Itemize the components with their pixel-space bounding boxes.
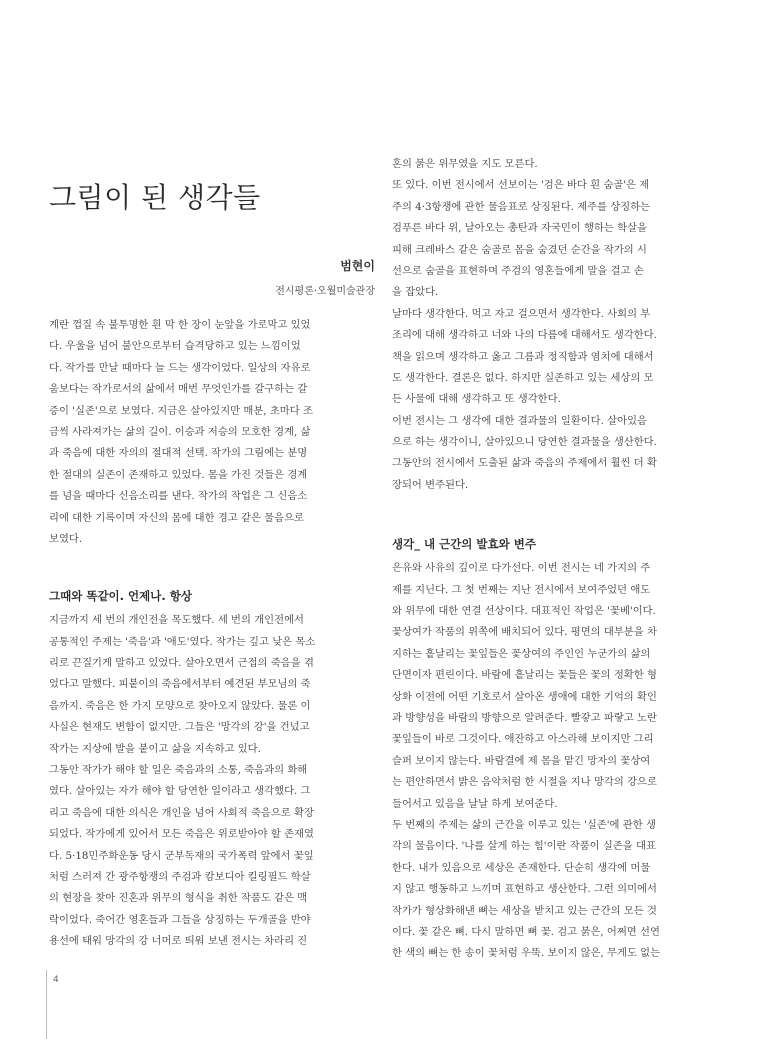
text-line: 계란 껍질 속 불투명한 흰 막 한 장이 눈앞을 가로막고 있었 — [49, 319, 311, 331]
text-line: 락이었다. 죽어간 영혼들과 그들을 상징하는 두개골을 반야 — [49, 913, 311, 926]
text-line: 꽃잎들이 바로 그것이다. 애잔하고 아스라해 보이지만 그리 — [392, 733, 654, 746]
text-line: 그동안 작가가 해야 할 일은 죽음과의 소통, 죽음과의 화해 — [49, 764, 308, 777]
text-line: 각의 물음이다. '나를 살게 하는 힘'이란 작품이 실존을 대표 — [392, 840, 656, 853]
author-role: 전시평론·오월미술관장 — [275, 286, 375, 297]
text-line: 든 사물에 대해 생각하고 또 생각한다. — [392, 393, 561, 406]
text-line: 검푸른 바다 위, 날아오는 총탄과 자국민이 행하는 학살을 — [392, 222, 647, 235]
text-line: 또 있다. 이번 전시에서 선보이는 '검은 바다 흰 숨골'은 제 — [392, 179, 650, 192]
text-line: 이번 전시는 그 생각에 대한 결과물의 일환이다. 살아있음 — [392, 414, 647, 427]
text-line: 과 죽음에 대한 자의의 절대적 선택. 작가의 그림에는 분명 — [49, 447, 308, 460]
text-line: 다. 작가를 만날 때마다 늘 드는 생각이었다. 일상의 자유로 — [49, 361, 311, 374]
text-line: 다. 우울을 넘어 불안으로부터 습격당하고 있는 느낌이었 — [49, 340, 301, 353]
text-line: 한 색의 뼈는 한 송이 꽃처럼 우뚝. 보이지 않은, 무게도 없는 — [392, 947, 661, 960]
text-line: 장되어 변주된다. — [392, 478, 469, 491]
text-line: 그동안의 전시에서 도출된 삶과 죽음의 주제에서 훨씬 더 확 — [392, 457, 657, 470]
text-line: 작가가 형상화해낸 뼈는 세상을 받치고 있는 근간의 모든 것 — [392, 904, 657, 917]
text-line: 되었다. 작가에게 있어서 모든 죽음은 위로받아야 할 존재였 — [49, 828, 314, 841]
text-line: 사실은 현재도 변함이 없지만. 그들은 '망각의 강'을 건넜고 — [49, 721, 310, 734]
text-line: 를 넘을 때마다 신음소리를 낸다. 작가의 작업은 그 신음소 — [49, 490, 308, 503]
text-line: 두 번째의 주제는 삶의 근간을 이루고 있는 '실존'에 관한 생 — [392, 818, 656, 831]
text-line: 증이 '실존'으로 보였다. 지금은 살아있지만 매분, 초마다 조 — [49, 404, 313, 417]
text-line: 보였다. — [49, 532, 83, 545]
text-line: 리로 끈질기게 말하고 있었다. 살아오면서 근접의 죽음을 겪 — [49, 657, 314, 670]
text-line: 슬퍼 보이지 않는다. 바람결에 제 몸을 맡긴 망자의 꽃상여 — [392, 754, 651, 767]
text-line: 는 편안하면서 밝은 음악처럼 한 시절을 지나 망각의 강으로 — [392, 776, 657, 789]
text-line: 으로 하는 생각이니, 살아있으니 당연한 결과물을 생산한다. — [392, 436, 657, 449]
article-title: 그림이 된 생각들 — [49, 181, 261, 214]
text-line: 들어서고 있음을 날날 하게 보여준다. — [392, 797, 558, 810]
text-line: 선으로 숨골을 표현하며 주검의 영혼들에게 말을 걸고 손 — [392, 264, 644, 277]
text-line: 움보다는 작가로서의 삶에서 매번 무엇인가를 갈구하는 갈 — [49, 383, 308, 396]
page-number: 4 — [53, 975, 59, 985]
text-line: 주의 4·3항쟁에 관한 물음표로 상징된다. 제주를 상징하는 — [392, 200, 651, 213]
text-line: 을 잡았다. — [392, 286, 439, 299]
author-block — [200, 256, 375, 302]
text-line: 도 생각한다. 결론은 없다. 하지만 실존하고 있는 세상의 모 — [392, 371, 654, 384]
text-line: 은유와 사유의 깊이로 다가선다. 이번 전시는 네 가지의 주 — [392, 562, 651, 575]
text-line: 피해 크레바스 같은 숨골로 몸을 숨겼던 순간을 작가의 시 — [392, 243, 647, 256]
text-line: 지금까지 세 번의 개인전을 목도했다. 세 번의 개인전에서 — [49, 614, 304, 627]
text-line: 제를 지닌다. 그 첫 번째는 지난 전시에서 보여주었던 애도 — [392, 583, 651, 596]
text-line: 책을 읽으며 생각하고 옳고 그름과 정직함과 염치에 대해서 — [392, 350, 654, 363]
text-line: 지 않고 행동하고 느끼며 표현하고 생산한다. 그런 의미에서 — [392, 883, 657, 896]
text-line: 꽃상여가 작품의 위쪽에 배치되어 있다. 평면의 대부분을 차 — [392, 626, 657, 639]
text-line: 과 방향성을 바람의 방향으로 알려준다. 빨갛고 파랗고 노란 — [392, 711, 657, 724]
text-line: 의 현장을 찾아 진혼과 위무의 형식을 취한 작품도 같은 맥 — [49, 892, 308, 905]
text-line: 리에 대한 기록이며 자신의 몸에 대한 경고 같은 물음으로 — [49, 511, 304, 524]
text-line: 용선에 태워 망각의 강 너머로 띄워 보낸 전시는 차라리 진 — [49, 935, 308, 948]
section-2-body — [392, 558, 704, 964]
text-line: 리고 죽음에 대한 의식은 개인을 넘어 사회적 죽음으로 확장 — [49, 806, 314, 819]
page-margin-rule — [46, 970, 47, 1039]
text-line: 음까지. 죽음은 한 가지 모양으로 찾아오지 않았다. 물론 이 — [49, 699, 311, 712]
text-line: 와 위무에 대한 연결 선상이다. 대표적인 작업은 '꽃베'이다. — [392, 605, 656, 618]
text-line: 었다고 말했다. 피붙이의 죽음에서부터 예견된 부모님의 죽 — [49, 678, 311, 691]
text-line: 단면이자 편린이다. 바람에 흩날리는 꽃들은 꽃의 정확한 형 — [392, 669, 657, 682]
text-line: 이다. 꽃 같은 뼈. 다시 말하면 뼈 꽃. 검고 붉은, 어쩌면 선연 — [392, 925, 660, 938]
text-line: 다. 5·18민주화운동 당시 군부독재의 국가폭력 앞에서 꽃잎 — [49, 849, 314, 862]
text-line: 조리에 대해 생각하고 너와 나의 다름에 대해서도 생각한다. — [392, 329, 657, 342]
left-column — [49, 315, 361, 953]
text-line: 상화 이전에 어떤 기호로서 살아온 생애에 대한 기억의 확인 — [392, 690, 657, 703]
text-line: 한다. 내가 있음으로 세상은 존재한다. 단순히 생각에 머물 — [392, 861, 651, 874]
intro-paragraph — [49, 315, 361, 550]
text-line: 날마다 생각한다. 먹고 자고 걸으면서 생각한다. 사회의 부 — [392, 307, 651, 320]
continued-paragraph — [392, 154, 704, 496]
text-line: 였다. 살아있는 자가 해야 할 당연한 일이라고 생각했다. 그 — [49, 785, 311, 798]
text-line: 한 절대의 실존이 존재하고 있었다. 몸을 가진 것들은 경계 — [49, 468, 308, 481]
section-heading-2: 생각_ 내 근간의 발효와 변주 — [392, 537, 536, 552]
text-line: 지하는 흩날리는 꽃잎들은 꽃상여의 주인인 누군가의 삶의 — [392, 647, 651, 660]
text-line: 금씩 사라져가는 삶의 길이. 이승과 저승의 모호한 경계, 삶 — [49, 425, 311, 438]
text-line: 처럼 스러져 간 광주항쟁의 주검과 캄보디아 킬링필드 학살 — [49, 870, 311, 883]
author-name: 범현이 — [340, 259, 375, 273]
right-column — [392, 154, 704, 965]
text-line: 작가는 지상에 발을 붙이고 삶을 지속하고 있다. — [49, 742, 261, 755]
text-line: 혼의 붉은 위무였을 지도 모른다. — [392, 158, 538, 170]
text-line: 공통적인 주제는 '죽음'과 '애도'였다. 작가는 깊고 낮은 목소 — [49, 635, 316, 648]
section-heading-1: 그때와 똑같이. 언제나. 항상 — [49, 589, 192, 604]
section-1-body — [49, 610, 361, 952]
